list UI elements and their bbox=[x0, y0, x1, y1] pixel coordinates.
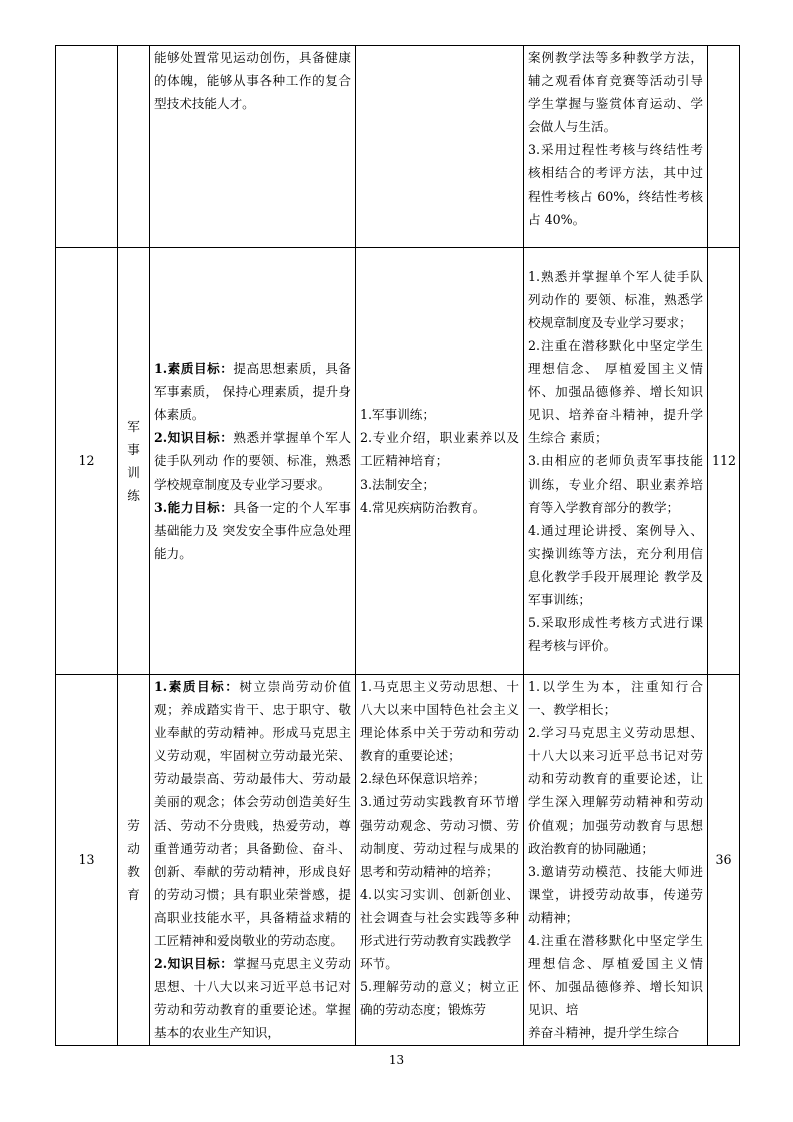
course-name-cell: 军事训练 bbox=[118, 248, 150, 675]
content-item: 4.常见疾病防治教育。 bbox=[360, 499, 486, 515]
content-item: 3.法制安全； bbox=[360, 476, 435, 492]
course-name-cell: 劳动教育 bbox=[118, 675, 150, 1046]
content-item: 4.以实习实训、创新创业、社会调查与社会实践等多种形式进行劳动教育实践教学 bbox=[360, 886, 519, 949]
course-number-cell: 13 bbox=[56, 675, 118, 1046]
course-content-cell bbox=[356, 46, 524, 248]
goal-paragraph: 1.素质目标：树立崇尚劳动价值观；养成踏实肯干、忠于职守、敬业奉献的劳动精神。形成马克思主义劳动观，牢固树立劳动最光荣、劳动最崇高、劳动最伟大、劳动最美丽的观念；体会劳动创造美好生活、劳动不分贵贱，热爱劳动，尊重普通劳动者；具备勤俭、奋斗、创新、奉献的劳动精神，形成良好的劳动习惯；具有职业荣誉感，提高职业技能水平，具备精益求精的工匠精神和爱岗敬业的劳动态度。 bbox=[154, 679, 351, 949]
requirement-item: 1.熟悉并掌握单个军人徒手队列动作的 要领、标准，熟悉学校规章制度及专业学习要求； bbox=[528, 268, 703, 330]
course-requirements-cell bbox=[524, 675, 708, 1046]
course-goals-cell bbox=[150, 46, 356, 248]
goal-paragraph: 3.能力目标：具备一定的个人军事基础能力及 突发安全事件应急处理能力。 bbox=[154, 499, 351, 561]
course-goals-cell bbox=[150, 675, 356, 1046]
requirement-item: 2.学习马克思主义劳动思想、十八大以来习近平总书记对劳动和劳动教育的重要论述，让学生深入理解劳动精神和劳动价值观；加强劳动教育与思想政治教育的协同融通； bbox=[528, 725, 703, 856]
requirement-item: 1.以学生为本，注重知行合一、教学相长； bbox=[528, 679, 703, 718]
content-item: 5.理解劳动的意义；树立正确的劳动态度；锻炼劳 bbox=[360, 979, 519, 1018]
requirement-item: 5.采取形成性考核方式进行课程考核与评价。 bbox=[528, 615, 703, 654]
course-table bbox=[55, 45, 740, 1046]
page-number: 13 bbox=[388, 1053, 405, 1067]
requirement-item: 案例教学法等多种教学方法，辅之观看体育竞赛等活动引导学生掌握与鉴赏体育运动、学会做人与生活。 bbox=[528, 50, 703, 135]
goal-paragraph: 能够处置常见运动创伤，具备健康的体魄，能够从事各种工作的复合型技术技能人才。 bbox=[154, 50, 351, 112]
course-hours-cell: 112 bbox=[708, 248, 740, 675]
requirement-item: 3.由相应的老师负责军事技能训练，专业介绍、职业素养培育等入学教育部分的教学； bbox=[528, 453, 703, 515]
table-row bbox=[56, 675, 740, 1046]
course-goals-cell bbox=[150, 248, 356, 675]
course-number-cell: 12 bbox=[56, 248, 118, 675]
content-item: 2.绿色环保意识培养； bbox=[360, 771, 486, 787]
content-item: 1.军事训练； bbox=[360, 407, 435, 423]
requirement-item: 养奋斗精神，提升学生综合 bbox=[528, 1025, 680, 1041]
course-content-cell bbox=[356, 248, 524, 675]
requirement-item: 4.通过理论讲授、案例导入、实操训练等方法，充分利用信息化教学手段开展理论 教学及军事训练； bbox=[528, 522, 703, 608]
course-hours-cell bbox=[708, 46, 740, 248]
content-item: 1.马克思主义劳动思想、十八大以来中国特色社会主义理论体系中关于劳动和劳动教育的重要论述； bbox=[360, 679, 519, 764]
table-row bbox=[56, 248, 740, 675]
requirement-item: 4.注重在潜移默化中坚定学生理想信念、厚植爱国主义情怀、加强品德修养、增长知识见识、培 bbox=[528, 933, 703, 1018]
content-item: 环节。 bbox=[360, 956, 398, 972]
requirement-item: 3.邀请劳动模范、技能大师进课堂，讲授劳动故事，传递劳动精神； bbox=[528, 863, 703, 925]
course-requirements-cell bbox=[524, 248, 708, 675]
course-content-cell bbox=[356, 675, 524, 1046]
requirement-item: 3.采用过程性考核与终结性考核相结合的考评方法，其中过程性考核占 60%，终结性考核占 40%。 bbox=[528, 142, 703, 227]
content-item: 3.通过劳动实践教育环节增强劳动观念、劳动习惯、劳动制度、劳动过程与成果的思考和劳动精神的培养； bbox=[360, 794, 519, 879]
course-hours-cell: 36 bbox=[708, 675, 740, 1046]
goal-paragraph: 1.素质目标：提高思想素质，具备军事素质， 保持心理素质，提升身体素质。 bbox=[154, 361, 351, 423]
requirement-item: 2.注重在潜移默化中坚定学生理想信念、 厚植爱国主义情怀、加强品德修养、增长知识见识、培养奋斗精神，提升学生综合 素质； bbox=[528, 337, 703, 446]
table-row bbox=[56, 46, 740, 248]
content-item: 2.专业介绍，职业素养以及工匠精神培育； bbox=[360, 430, 519, 469]
course-number-cell bbox=[56, 46, 118, 248]
goal-paragraph: 2.知识目标：熟悉并掌握单个军人徒手队列动 作的要领、标准，熟悉学校规章制度及专业学习要求。 bbox=[154, 430, 351, 492]
course-name-cell bbox=[118, 46, 150, 248]
course-requirements-cell bbox=[524, 46, 708, 248]
goal-paragraph: 2.知识目标：掌握马克思主义劳动思想、十八大以来习近平总书记对劳动和劳动教育的重要论述。掌握基本的农业生产知识， bbox=[154, 956, 351, 1041]
